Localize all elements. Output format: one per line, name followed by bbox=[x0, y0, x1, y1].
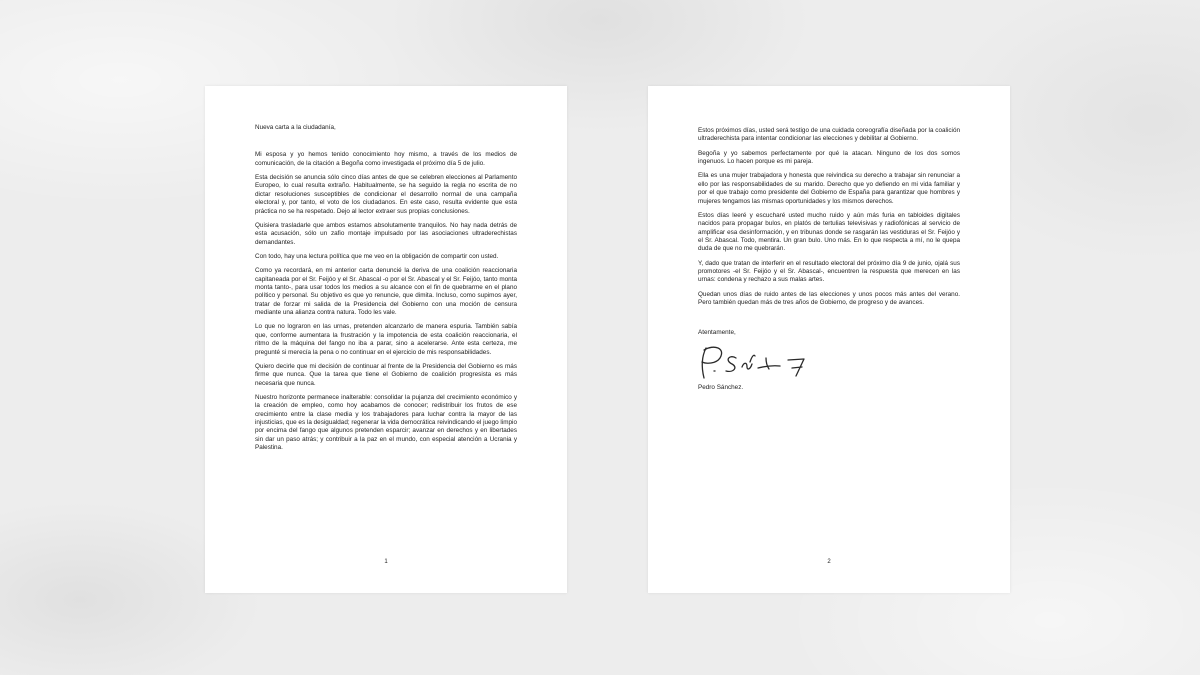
page-number: 1 bbox=[384, 559, 388, 566]
paragraph: Ella es una mujer trabajadora y honesta que reivindica su derecho a trabajar sin renunciar a ello por las responsabilidades de su marido. Derecho que yo defiendo en mi vida familiar y por el que trabajo como presidente del Gobierno de España para garantizar que hombres y mujeres tengamos las mismas oportunidades y los mismos derechos. bbox=[698, 172, 960, 205]
paragraph: Esta decisión se anuncia sólo cinco días antes de que se celebren elecciones al Parlamento Europeo, lo cual resulta extraño. Habitualmente, se ha seguido la regla no escrita de no dictar resoluciones susceptibles de condicionar el desarrollo normal de una campaña electoral y, por tanto, el voto de los ciudadanos. En este caso, resulta evidente que esta práctica no se ha respetado. Dejo al lector extraer sus propias conclusiones. bbox=[255, 174, 517, 215]
paragraph: Con todo, hay una lectura política que me veo en la obligación de compartir con usted. bbox=[255, 252, 499, 260]
paragraph: Quiero decirle que mi decisión de continuar al frente de la Presidencia del Gobierno es más firme que nunca. Que la tarea que tiene el Gobierno de coalición progresista es más necesaria que nunca. bbox=[255, 362, 517, 387]
letter-page-2 bbox=[648, 86, 1010, 593]
paragraph: Mi esposa y yo hemos tenido conocimiento hoy mismo, a través de los medios de comunicación, de la citación a Begoña como investigada el próximo día 5 de julio. bbox=[255, 151, 517, 167]
paragraph: Lo que no lograron en las urnas, pretenden alcanzarlo de manera espuria. También sabía que, conforme aumentara la frustración y la impotencia de esta coalición reaccionaria, el ritmo de la máquina del fango no iba a parar, sino a acelerarse. Ante esta certeza, me pregunté si merecía la pena o no continuar en el ejercicio de mis responsabilidades. bbox=[255, 323, 517, 356]
paragraph: Estos próximos días, usted será testigo de una cuidada coreografía diseñada por la coalición ultraderechista para intentar condicionar las elecciones y debilitar al Gobierno. bbox=[698, 127, 960, 143]
paragraph: Begoña y yo sabemos perfectamente por qué la atacan. Ninguno de los dos somos ingenuos. Lo hacen porque es mi pareja. bbox=[698, 149, 960, 166]
paragraph: Estos días leeré y escucharé usted mucho ruido y aún más furia en tabloides digitales nacidos para propagar bulos, en platós de tertulias televisivas y radiofónicas al servicio de amplificar esa desinformación, y en tribunas donde se rasgarán las vestiduras el Sr. Feijóo y el Sr. Abascal. Todo, mentira. Un gran bulo. Uno más. En lo que respecta a mí, no le quepa duda de que no me quebrarán. bbox=[698, 211, 960, 253]
handwritten-signature bbox=[692, 340, 822, 384]
paragraph: Como ya recordará, en mi anterior carta denuncié la deriva de una coalición reaccionaria capitaneada por el Sr. Feijóo y el Sr. Abascal -o por el Sr. Abascal y el Sr. Feijóo, tanto monta monta tanto-, para usar todos los medios a su alcance con el fin de quebrarme en el plano político y personal. Su objetivo es que yo renuncie, que dimita. Incluso, como supimos ayer, tratar de forzar mi salida de la Presidencia del Gobierno con una moción de censura mediante una alianza contra natura. Todo les vale. bbox=[255, 267, 517, 317]
paragraph: Quedan unos días de ruido antes de las elecciones y unos pocos más antes del verano. Pero también quedan más de tres años de Gobierno, de progreso y de avances. bbox=[698, 290, 960, 307]
paragraph: Nuestro horizonte permanece inalterable: consolidar la pujanza del crecimiento económico y la creación de empleo, como hoy acabamos de conocer; redistribuir los frutos de ese crecimiento entre la clase media y los trabajadores para luchar contra la mayor de las injusticias, que es la desigualdad; regenerar la vida democrática reivindicando el juego limpio por encima del fango que algunos pretenden esparcir; avanzar en derechos y en libertades sin dar un paso atrás; y contribuir a la paz en el mundo, con especial atención a Ucrania y Palestina. bbox=[255, 393, 517, 452]
letter-page-1 bbox=[205, 86, 567, 593]
letter-signer: Pedro Sánchez. bbox=[698, 383, 744, 391]
page-number: 2 bbox=[827, 559, 831, 566]
paragraph: Quisiera trasladarle que ambos estamos absolutamente tranquilos. No hay nada detrás de esta acusación, sólo un zafio montaje impulsado por las asociaciones ultraderechistas demandantes. bbox=[255, 221, 517, 246]
letter-greeting: Nueva carta a la ciudadanía, bbox=[255, 124, 336, 131]
letter-closing: Atentamente, bbox=[698, 329, 736, 337]
paragraph: Y, dado que tratan de interferir en el resultado electoral del próximo día 9 de junio, ojalá sus promotores -el Sr. Feijóo y el Sr. Abascal-, encuentren la respuesta que merecen en las urnas: condena y rechazo a sus malas artes. bbox=[698, 259, 960, 284]
